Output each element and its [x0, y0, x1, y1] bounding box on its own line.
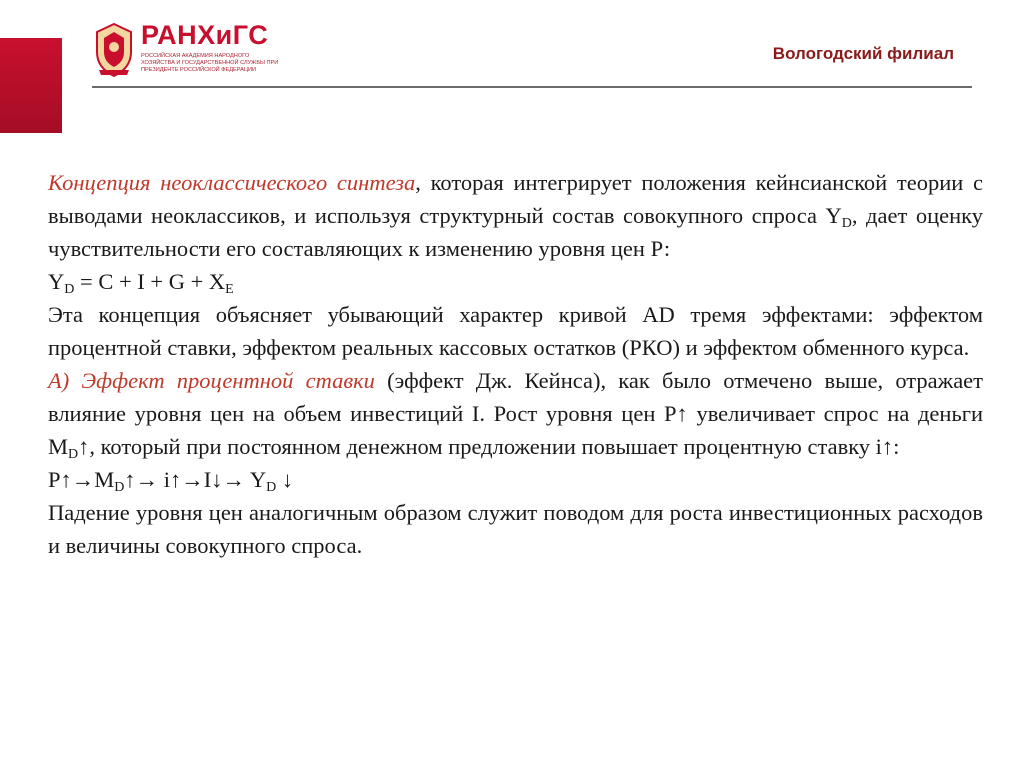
- header-divider: [92, 86, 972, 88]
- paragraph-three-effects: Эта концепция объясняет убывающий характер кривой AD тремя эффектами: эффектом процентной ставки, эффектом реальных кассовых остатков (РКО) и эффектом обменного курса.: [48, 302, 983, 360]
- paragraph-interest-rate-effect: А) Эффект процентной ставки (эффект Дж. Кейнса), как было отмечено выше, отражает влияние уровня цен на объем инвестиций I. Рост уровня цен P↑ увеличивает спрос на деньги $М_D↑$, который при постоянном денежном предложении повышает процентную ставку i↑:: [48, 368, 983, 462]
- brand-subtitle: РОССИЙСКАЯ АКАДЕМИЯ НАРОДНОГО ХОЗЯЙСТВА И ГОСУДАРСТВЕННОЙ СЛУЖБЫ ПРИ ПРЕЗИДЕНТЕ РОССИЙСКОЙ ФЕДЕРАЦИИ: [141, 53, 279, 73]
- accent-bar: [0, 38, 62, 133]
- branch-title: Вологодский филиал: [772, 44, 954, 63]
- paragraph-neoclassical-synthesis: Концепция неоклассического синтеза, которая интегрирует положения кейнсианской теории с выводами неоклассиков, и используя структурный состав совокупного спроса $Y_D$, дает оценку чувствительности его составляющих к изменению уровня цен Р:: [48, 170, 983, 261]
- brand-name: РАНХиГС: [141, 20, 269, 50]
- slide-content: [48, 166, 983, 562]
- term-neoclassical-synthesis: Концепция неоклассического синтеза: [48, 170, 416, 195]
- formula-transmission-chain: $P↑\to M_D↑\to$ i↑→I↓→ $Y_D$ ↓: [48, 467, 294, 495]
- term-interest-rate-effect: А) Эффект процентной ставки: [48, 368, 375, 393]
- paragraph-price-fall: Падение уровня цен аналогичным образом служит поводом для роста инвестиционных расходов и величины совокупного спроса.: [48, 500, 983, 558]
- formula-aggregate-demand: $Y_D = C + I + G + X_E$: [48, 269, 234, 297]
- ranepa-emblem-icon: [93, 22, 135, 78]
